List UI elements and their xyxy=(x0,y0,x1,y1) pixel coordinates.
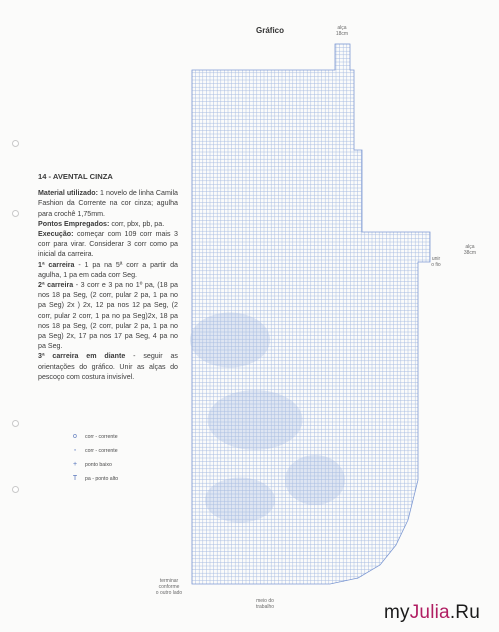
chart-title: Gráfico xyxy=(256,26,285,35)
motif-shape xyxy=(205,478,275,523)
carreira1-paragraph: 1ª carreira - 1 pa na 5ª corr a partir da agulha, 1 pa em cada corr Seg. xyxy=(38,260,179,279)
chain-small-icon: ◦ xyxy=(73,447,77,454)
t-stitch-icon: T xyxy=(72,475,78,482)
motif-shape xyxy=(208,390,303,450)
motif-shape xyxy=(190,313,270,368)
binding-hole xyxy=(12,486,19,493)
terminar-label: terminar conforme o outro lado xyxy=(155,578,183,596)
material-paragraph: Material utilizado: 1 novelo de linha Camila Fashion da Corrente na cor cinza; agulha para crochê 1,75mm. xyxy=(38,189,178,218)
pattern-instructions xyxy=(38,172,178,382)
grid-lines xyxy=(192,44,430,584)
pattern-heading: 14 - AVENTAL CINZA xyxy=(38,172,113,181)
binding-hole xyxy=(12,140,19,147)
alca-side-label: alça 38cm xyxy=(463,244,477,256)
chart-outline xyxy=(192,44,430,584)
chart-motif xyxy=(190,313,345,523)
chart-grid xyxy=(192,44,430,584)
carreira2-paragraph: 2ª carreira - 3 corr e 3 pa no 1º pa, (18 pa nos 18 pa Seg, (2 corr, pular 2 pa, 1 pa no pa Seg) 2x ) 2x, 12 pa nos 12 pa Seg, (2 corr, pular 2 corr, 1 pa no pa Seg)2x, 18 pa nos 18 pa Seg, (2 corr, pular 2 pa, 1 pa no pa Seg) 2x, 17 pa nos 17 pa Seg, 4 pa no pa Seg. xyxy=(38,281,178,351)
binding-hole xyxy=(12,420,19,427)
site-logo: myJulia.Ru xyxy=(384,602,480,623)
chain-oval-icon: o xyxy=(73,433,77,440)
unir-fio-label: unir o fio xyxy=(431,256,441,268)
alca-top-label: alça 18cm xyxy=(335,25,349,37)
binding-hole xyxy=(12,210,19,217)
pontos-paragraph: Pontos Empregados: corr, pbx, pb, pa. xyxy=(38,219,165,228)
meio-trabalho-label: meio do trabalho xyxy=(255,598,275,610)
execucao-paragraph: Execução: começar com 109 corr mais 3 corr para virar. Considerar 3 corr como pa inicial da carreira. xyxy=(38,230,178,259)
magazine-page: Gráfico alça 18cm alça 38cm unir o fio terminar conforme o outro lado meio do trabalho 14 - AVENTAL CINZA Material utilizado: 1 novelo de linha Camila Fashion da Corrente na cor cinza; agulha para crochê 1,75mm. Pontos Empregados: corr, pbx, pb, pa. Execução: começar com 109 corr mais 3 corr para virar. Considerar 3 corr como pa inicial da carreira. 1ª carreira - 1 pa na 5ª corr a partir da agulha, 1 pa em cada corr Seg. 2ª carreira - 3 corr e 3 pa no 1º pa, (18 pa nos 18 pa Seg, (2 corr, pular 2 pa, 1 pa no pa Seg) 2x ) 2x, 12 pa nos 12 pa Seg, (2 corr, pular 2 corr, 1 pa no pa Seg)2x, 18 pa nos 18 pa Seg, (2 corr, pular 2 pa, 1 pa no pa Seg) 2x, 17 pa nos 17 pa Seg, 4 pa no pa Seg. 3ª carreira em diante - seguir as orientações do gráfico. Unir as alças do pescoço com costura invisível. o corr - corrente ◦ corr - corrente + ponto baixo T pa - ponto alto myJulia.Ru xyxy=(0,0,499,632)
plus-icon: + xyxy=(72,461,78,468)
carreira3-paragraph: 3ª carreira em diante - seguir as orientações do gráfico. Unir as alças do pescoço com costura invisível. xyxy=(38,352,178,381)
motif-shape xyxy=(285,455,345,505)
